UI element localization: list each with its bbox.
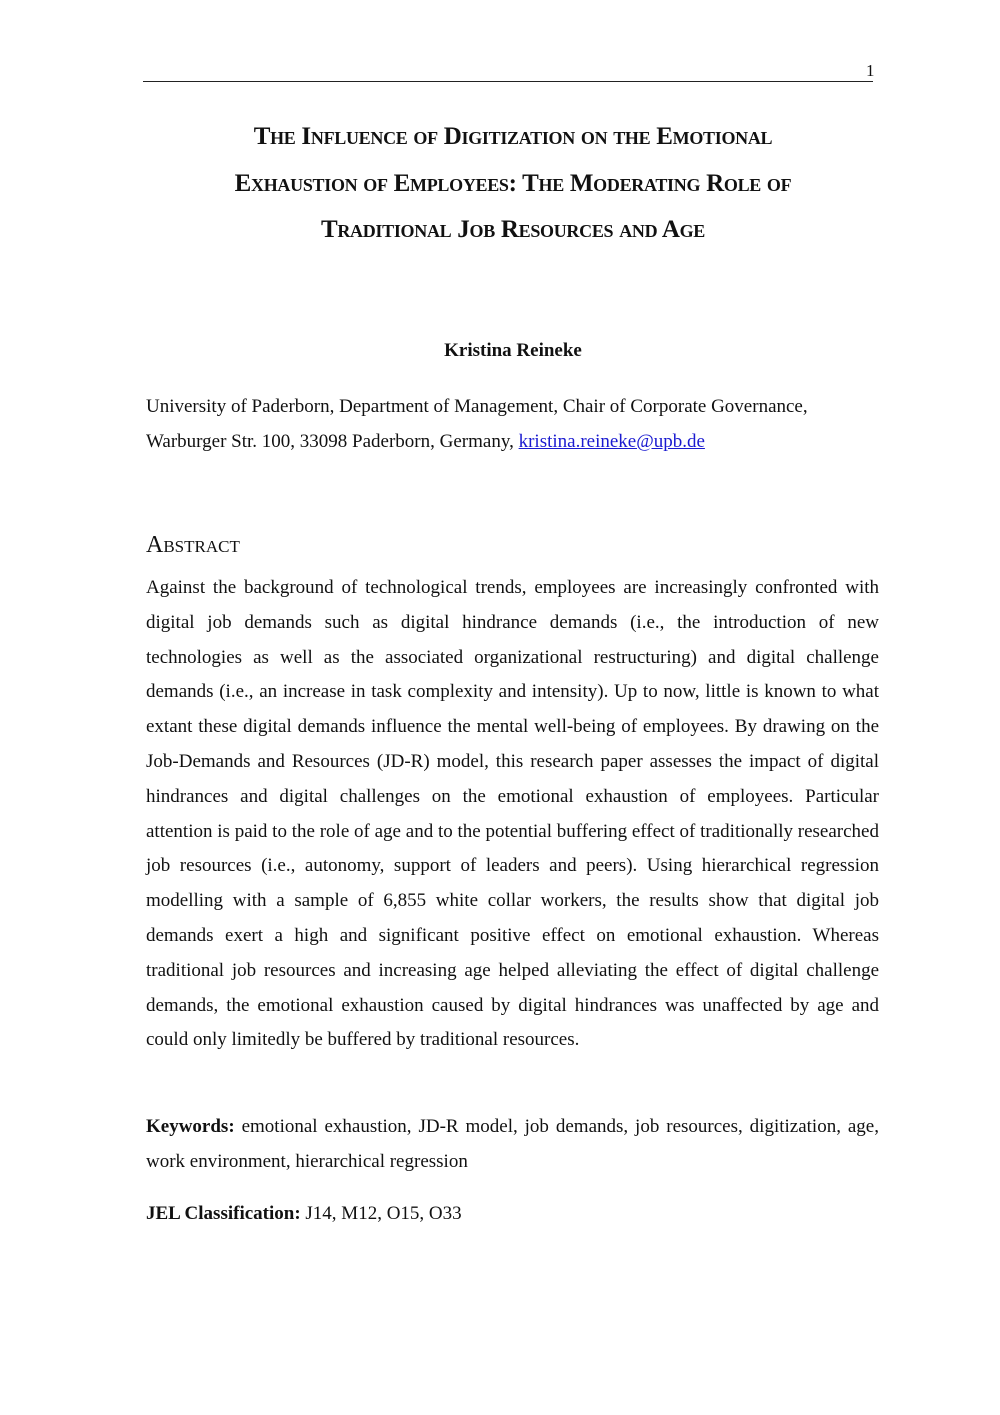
abstract-text: Against the background of technological trends, employees are increasingly confronted with digital job demands such as digital hindrance demands (i.e., the introduction of new technologies as well as the associated organizational restructuring) and digital challenge demands (i.e., an increase in task complexity and intensity). Up to now, little is known to what extant these digital demands influence the mental well-being of employees. By drawing on the Job-Demands and Resources (JD-R) model, this research paper assesses the impact of digital hindrances and digital challenges on the emotional exhaustion of employees. Particular attention is paid to the role of age and to the potential buffering effect of traditionally researched job resources (i.e., autonomy, support of leaders and peers). Using hierarchical regression modelling with a sample of 6,855 white collar workers, the results show that digital job demands exert a high and significant positive effect on emotional exhaustion. Whereas traditional job resources and increasing age helped alleviating the effect of digital challenge demands, the emotional exhaustion caused by digital hindrances was unaffected by age and could only limitedly be buffered by traditional resources. xyxy=(146,577,879,1051)
author-email-link[interactable]: kristina.reineke@upb.de xyxy=(518,431,705,452)
abstract-heading: Abstract xyxy=(146,532,240,558)
page-number: 1 xyxy=(866,61,875,80)
title-line-2: Exhaustion of Employees: The Moderating Role of xyxy=(234,169,792,197)
keywords-text: emotional exhaustion, JD-R model, job demands, job resources, digitization, age, work environment, hierarchical regression xyxy=(146,1116,879,1172)
affiliation-line-1: University of Paderborn, Department of Management, Chair of Corporate Governance, xyxy=(146,396,808,417)
author-name: Kristina Reineke xyxy=(444,340,582,361)
keywords-label: Keywords: xyxy=(146,1116,235,1137)
keywords-section xyxy=(146,1109,879,1179)
title-line-1: The Influence of Digitization on the Emotional xyxy=(253,123,773,150)
paper-title xyxy=(140,114,886,254)
jel-codes: J14, M12, O15, O33 xyxy=(300,1203,462,1224)
header-rule xyxy=(143,81,873,82)
title-line-3: Traditional Job Resources and Age xyxy=(320,216,706,243)
affiliation-line-2: Warburger Str. 100, 33098 Paderborn, Germany, xyxy=(146,431,519,452)
author-affiliation xyxy=(146,389,886,459)
jel-label: JEL Classification: xyxy=(146,1203,301,1224)
jel-classification-section xyxy=(146,1196,879,1231)
